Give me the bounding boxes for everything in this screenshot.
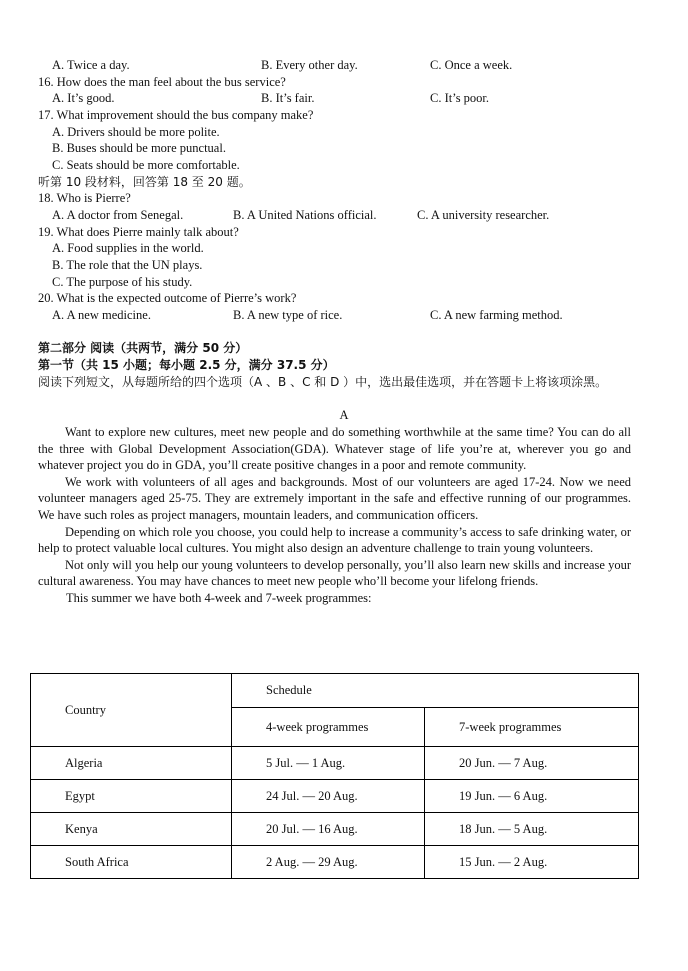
table-row [31,780,639,813]
country-cell: Kenya [31,813,232,846]
q18-option-b: B. A United Nations official. [233,208,377,222]
q17-option-c: C. Seats should be more comfortable. [52,158,240,172]
four-week-cell: 2 Aug. — 29 Aug. [232,846,425,879]
q18-option-a: A. A doctor from Senegal. [52,208,184,222]
q16-option-a: A. It’s good. [52,91,115,105]
table-row [31,813,639,846]
q20-option-c: C. A new farming method. [430,308,563,322]
seven-week-cell: 20 Jun. — 7 Aug. [425,747,639,780]
seven-week-cell: 15 Jun. — 2 Aug. [425,846,639,879]
q20-option-a: A. A new medicine. [52,308,151,322]
four-week-cell: 5 Jul. — 1 Aug. [232,747,425,780]
programme-schedule-table [30,673,639,879]
question-20: 20. What is the expected outcome of Pierre’s work? [38,291,297,305]
question-19: 19. What does Pierre mainly talk about? [38,225,239,239]
country-cell: Algeria [31,747,232,780]
seven-week-cell: 19 Jun. — 6 Aug. [425,780,639,813]
paragraph-1: Want to explore new cultures, meet new people and do something worthwhile at the same time? You can do all the three with Global Development Association(GDA). Whatever stage of life you’re at, wherever you go and whatever project you do in GDA, you’ll create positive changes in a poor and remote community. [38,425,631,473]
q19-option-a: A. Food supplies in the world. [52,241,204,255]
four-week-cell: 24 Jul. — 20 Aug. [232,780,425,813]
paragraph-2: We work with volunteers of all ages and backgrounds. Most of our volunteers are aged 17-24. Now we need volunteer managers aged 25-75. They are extremely important in the safe and effective running of our programmes. We have such roles as project managers, mountain leaders, and communication officers. [38,474,631,522]
paragraph-3: Depending on which role you choose, you could help to increase a community’s access to safe drinking water, or help to protect valuable local cultures. You might also design an adventure challenge to train young volunteers. [38,524,631,556]
table-row [31,846,639,879]
q20-option-b: B. A new type of rice. [233,308,343,322]
paragraph-4: Not only will you help our young volunteers to develop personally, you’ll also learn new skills and increase your cultural awareness. You may have chances to meet new people who’ll become your lifelong friends. [38,557,631,589]
passage-body [38,424,631,607]
country-header: Country [31,674,232,747]
section-10-instruction: 听第 10 段材料，回答第 18 至 20 题。 [38,175,251,189]
four-week-cell: 20 Jul. — 16 Aug. [232,813,425,846]
country-cell: South Africa [31,846,232,879]
q16-option-c: C. It’s poor. [430,91,490,105]
reading-instructions [38,374,631,391]
instructions-text: 阅读下列短文，从每题所给的四个选项（A 、B 、C 和 D ）中，选出最佳选项，并在答题卡上将该项涂黑。 [38,375,608,389]
part-two-title: 第二部分 阅读（共两节，满分 50 分） [38,341,248,355]
q17-option-b: B. Buses should be more punctual. [52,141,226,155]
table-row [31,747,639,780]
question-17: 17. What improvement should the bus company make? [38,108,314,122]
four-week-header: 4-week programmes [232,708,425,747]
question-18: 18. Who is Pierre? [38,191,131,205]
passage-label: A [339,408,349,422]
section-one-title: 第一节（共 15 小题；每小题 2.5 分，满分 37.5 分） [38,358,335,372]
q15-option-a: A. Twice a day. [52,58,130,72]
q19-option-c: C. The purpose of his study. [52,275,193,289]
q18-option-c: C. A university researcher. [417,208,550,222]
seven-week-cell: 18 Jun. — 5 Aug. [425,813,639,846]
q16-option-b: B. It’s fair. [261,91,315,105]
schedule-header: Schedule [232,674,639,708]
q15-option-b: B. Every other day. [261,58,358,72]
table-intro: This summer we have both 4-week and 7-week programmes: [66,590,372,605]
q15-option-c: C. Once a week. [430,58,513,72]
q19-option-b: B. The role that the UN plays. [52,258,203,272]
seven-week-header: 7-week programmes [425,708,639,747]
question-16: 16. How does the man feel about the bus service? [38,75,286,89]
country-cell: Egypt [31,780,232,813]
q17-option-a: A. Drivers should be more polite. [52,125,220,139]
